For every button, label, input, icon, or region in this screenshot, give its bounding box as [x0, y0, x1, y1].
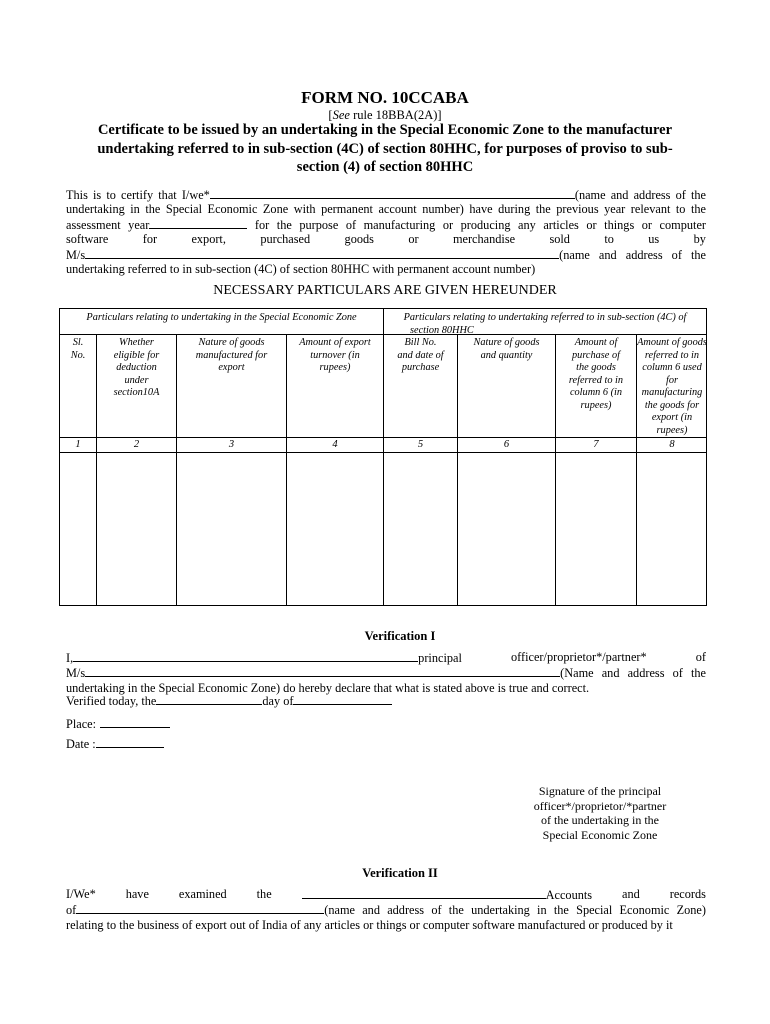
certify-text: for the purpose of manufacturing or producing any articles or things or computer: [247, 217, 706, 232]
column-header-line: Nature of goods: [473, 337, 540, 348]
signature-line: Signature of the principal: [538, 784, 662, 798]
column-header-line: turnover (in: [310, 349, 360, 361]
certify-text: (name and address of the: [574, 188, 707, 202]
column-header-line: deduction: [116, 362, 157, 373]
column-header-4: [287, 337, 383, 375]
column-header-3: [177, 337, 286, 375]
column-header-line: Amount of goods: [637, 337, 707, 348]
heading-line-2: undertaking referred to in sub-section (4C) of section 80HHC, for purposes of proviso to sub-: [97, 140, 673, 157]
column-header-line: purchase: [401, 362, 440, 373]
column-header-line: Sl.: [72, 337, 84, 348]
certify-line-6: undertaking referred to in sub-section (4C) of section 80HHC with permanent account number): [66, 262, 536, 277]
word: and: [622, 887, 640, 901]
verification-2-line-1: [66, 887, 706, 902]
word: export,: [191, 232, 226, 247]
sez-undertaking-blank[interactable]: [76, 902, 324, 914]
column-header-line: the goods for: [644, 399, 700, 411]
column-header-line: manufacturing: [641, 387, 703, 398]
column-header-8: [637, 337, 707, 437]
ver1-text: [66, 650, 462, 665]
column-header-line: eligible for: [113, 349, 160, 361]
column-header-line: export: [218, 362, 245, 373]
ver2-text: (name and address of the undertaking in the Special Economic Zone): [324, 903, 706, 918]
column-number-7: 7: [593, 439, 599, 450]
word: purchased: [260, 232, 311, 247]
verification-1-paragraph: [66, 650, 706, 695]
column-header-2: [97, 337, 176, 400]
column-header-line: Whether: [119, 337, 154, 348]
column-header-line: and quantity: [480, 349, 533, 361]
column-header-line: referred to in: [644, 349, 700, 361]
verification-1-line-1: [66, 650, 706, 665]
heading-line-3: section (4) of section 80HHC: [296, 159, 474, 175]
word: to: [604, 232, 614, 247]
place-label: Place:: [66, 717, 97, 731]
word: by: [693, 232, 706, 247]
sez-name-blank[interactable]: [85, 665, 560, 677]
group-header-line: section 80HHC: [410, 324, 474, 336]
column-header-line: rupees): [580, 399, 612, 411]
ver1-text: day of: [262, 694, 294, 708]
column-header-line: for: [665, 374, 679, 386]
group-header-manufacturer: [384, 312, 706, 337]
word: I/We*: [66, 887, 96, 901]
column-header-line: manufactured for: [195, 349, 268, 361]
column-number-6: 6: [503, 439, 510, 450]
accounts-text: [302, 887, 592, 902]
verification-2-paragraph: [66, 887, 706, 932]
heading-line-1: Certificate to be issued by an undertaking in the Special Economic Zone to the manufacturer: [97, 122, 673, 138]
verification-1-line-2: [66, 665, 706, 680]
verified-month-blank[interactable]: [293, 693, 392, 705]
column-number-5: 5: [417, 439, 424, 450]
ver1-of: of: [695, 650, 706, 664]
officer-name-blank[interactable]: [73, 650, 418, 662]
verification-2-title: Verification II: [362, 866, 438, 880]
ver1-text: (Name and address of the: [560, 666, 706, 681]
column-header-line: the goods: [576, 362, 616, 373]
ver1-i: I,: [66, 651, 74, 665]
certify-line-2: undertaking in the Special Economic Zone with permanent account number) have during the previous year relevant to the: [66, 202, 706, 217]
column-header-7: [556, 337, 636, 412]
ver1-text: M/s: [66, 666, 86, 681]
column-header-line: Bill No.: [404, 337, 437, 348]
word: sold: [549, 232, 570, 247]
place-blank[interactable]: [100, 716, 170, 728]
verified-today-line: [66, 693, 392, 708]
date-label: Date :: [66, 737, 96, 751]
verified-day-blank[interactable]: [156, 693, 262, 705]
ver1-role: officer/proprietor*/partner*: [510, 650, 647, 664]
word: examined: [178, 887, 227, 901]
word: goods: [344, 232, 374, 247]
column-number-1: 1: [75, 439, 81, 450]
signature-block: [520, 784, 680, 842]
word: merchandise: [452, 232, 516, 247]
word: records: [669, 887, 706, 901]
column-number-4: 4: [332, 439, 338, 450]
column-header-line: under: [124, 374, 149, 386]
ver1-principal: principal: [418, 651, 462, 665]
verification-1-line-3: undertaking in the Special Economic Zone) do hereby declare that what is stated above is true and correct.: [66, 680, 590, 695]
rule-rest: rule 18BBA(2A)]: [349, 108, 442, 122]
word: software: [66, 232, 109, 247]
word: us: [648, 232, 660, 247]
column-header-line: column 6 (in: [569, 387, 623, 398]
column-header-line: rupees): [656, 424, 688, 436]
word: for: [142, 232, 158, 247]
verification-2-line-3: relating to the business of export out of India of any articles or things or computer software manufactured or produced by it: [66, 917, 673, 932]
date-line: [66, 736, 164, 751]
certify-text: assessment year: [66, 217, 150, 232]
column-number-8: 8: [669, 439, 675, 450]
ver2-text: of: [66, 903, 77, 918]
column-number-2: 2: [133, 439, 140, 450]
column-header-line: Nature of goods: [198, 337, 265, 348]
verification-2-line-2: [66, 902, 706, 917]
column-header-6: [458, 337, 555, 362]
certify-text: (name and address of the: [559, 247, 706, 262]
particulars-title: NECESSARY PARTICULARS ARE GIVEN HEREUNDER: [213, 283, 557, 298]
ver1-text: Verified today, the: [66, 694, 157, 708]
word: the: [256, 887, 272, 901]
verification-1-title: Verification I: [364, 629, 436, 643]
group-header-sez: Particulars relating to undertaking in the Special Economic Zone: [86, 312, 357, 323]
column-header-line: purchase of: [572, 349, 620, 361]
place-line: [66, 716, 170, 731]
accounts-blank[interactable]: [302, 887, 546, 899]
word: Accounts: [545, 888, 593, 902]
signature-line: of the undertaking in the: [541, 813, 659, 827]
rule-see: See: [332, 108, 350, 122]
certify-text: M/s: [66, 247, 86, 262]
column-header-line: column 6 used: [642, 362, 702, 373]
signature-line: officer*/proprietor/*partner: [533, 798, 667, 813]
column-header-line: section10A: [113, 387, 160, 398]
column-header-1: [60, 337, 96, 362]
column-header-line: and date of: [397, 349, 444, 361]
date-blank[interactable]: [96, 736, 164, 748]
column-number-3: 3: [228, 439, 235, 450]
certify-text: This is to certify that I/we*: [66, 188, 210, 202]
group-header-line: Particulars relating to undertaking referred to in sub-section (4C) of: [403, 312, 687, 323]
column-header-5: [384, 337, 457, 375]
column-header-line: export (in: [651, 412, 693, 423]
column-header-line: Amount of export: [299, 337, 371, 348]
form-title: FORM NO. 10CCABA: [301, 88, 469, 107]
column-header-line: No.: [70, 349, 86, 361]
word: or: [408, 232, 419, 247]
rule-open: [: [328, 108, 333, 122]
column-header-line: Amount of: [574, 337, 618, 348]
signature-line: Special Economic Zone: [542, 827, 658, 842]
column-header-line: referred to in: [568, 374, 624, 386]
column-header-line: rupees): [319, 362, 351, 373]
word: have: [125, 887, 149, 901]
